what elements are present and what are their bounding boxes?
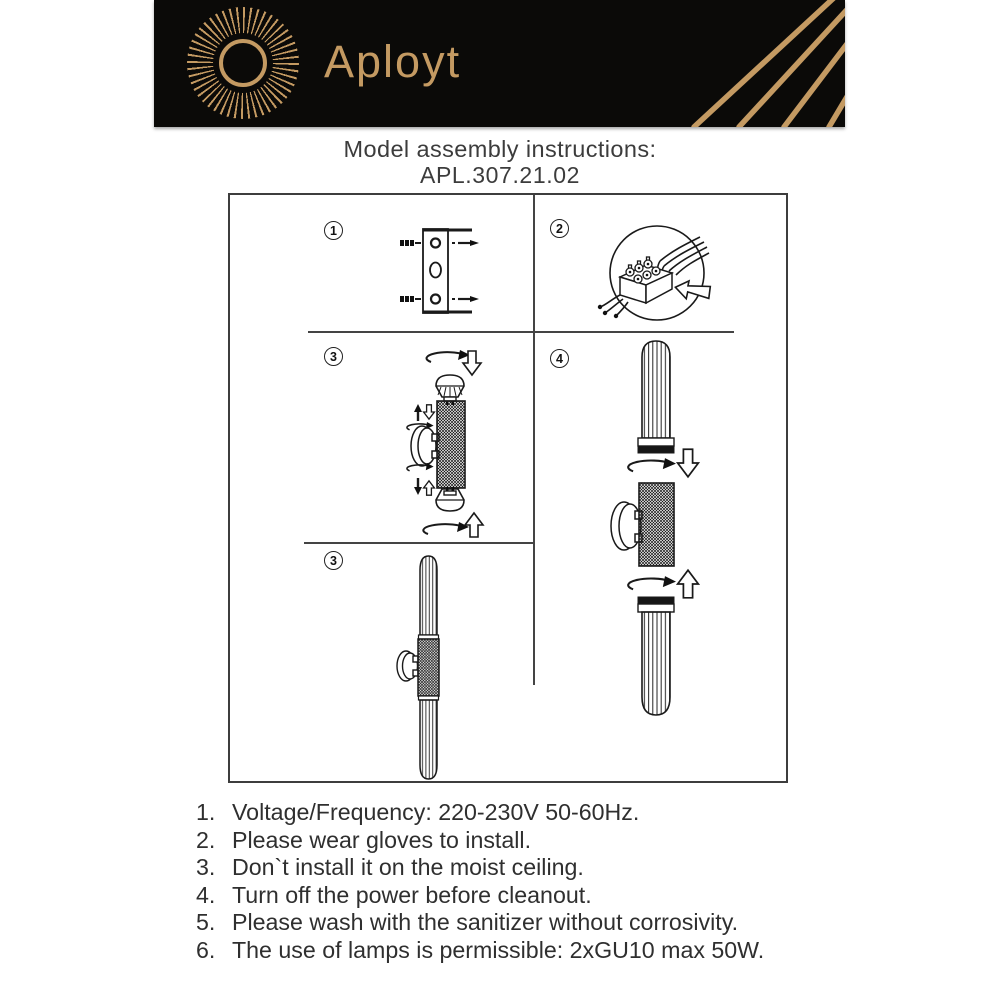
instruction-text: Turn off the power before cleanout. [232, 881, 592, 908]
instruction-text: Please wash with the sanitizer without corrosivity. [232, 909, 739, 936]
instruction-text: Please wear gloves to install. [232, 826, 532, 853]
gu10-bulb-icon [436, 487, 464, 511]
instruction-text: Voltage/Frequency: 220-230V 50-60Hz. [232, 799, 640, 825]
wall-bracket-icon [411, 426, 439, 466]
terminal-block-icon [620, 257, 672, 303]
instruction-list [196, 799, 876, 965]
model-number: APL.307.21.02 [420, 162, 580, 188]
lamp-body [418, 639, 439, 696]
rotate-arrow-icon [407, 463, 434, 471]
arrow-up-icon [465, 513, 483, 537]
arrow-up-icon [424, 481, 435, 495]
panel-4-diffuser-assembly-diagram [550, 335, 780, 785]
panel-3-bulb-install-diagram [380, 335, 540, 541]
instruction-item [196, 882, 876, 910]
rotate-arrow-icon [628, 576, 676, 589]
insert-arrow-icon [674, 278, 712, 303]
instruction-item [196, 827, 876, 855]
decorative-rays-icon [485, 0, 845, 127]
arrow-up-solid-icon [414, 404, 422, 421]
horizontal-divider-1 [308, 331, 734, 333]
instruction-item [196, 909, 876, 937]
panel-2-wiring-diagram [550, 215, 780, 331]
rotate-arrow-icon [423, 522, 469, 534]
lamp-body [639, 483, 674, 566]
arrow-up-icon [678, 570, 699, 598]
panel-1-wall-plate-diagram [380, 215, 540, 331]
instruction-number: 3. [196, 854, 216, 881]
brand-banner [154, 0, 845, 127]
wall-anchor-icon [400, 240, 421, 302]
instruction-number: 1. [196, 799, 216, 825]
panel-5-assembled-lamp-diagram [380, 542, 540, 785]
wall-bracket-icon [611, 502, 642, 550]
screw-icon [452, 240, 479, 302]
panel-1-label: 1 [324, 221, 343, 240]
diffuser-tube [642, 341, 670, 438]
diffuser-tube [420, 556, 437, 635]
diffuser-tube [642, 612, 670, 715]
arrow-down-icon [424, 405, 435, 419]
brand-name: Aployt [324, 36, 462, 87]
sunburst-logo-icon [187, 7, 299, 119]
instruction-item [196, 799, 876, 827]
panel-2-label: 2 [550, 219, 569, 238]
instruction-number: 2. [196, 826, 216, 853]
instruction-number: 6. [196, 936, 216, 963]
panel-3-label: 3 [324, 347, 343, 366]
diffuser-tube [420, 700, 437, 779]
arrow-down-icon [678, 449, 699, 477]
rotate-arrow-icon [628, 458, 676, 471]
instruction-number: 5. [196, 909, 216, 936]
instruction-item [196, 854, 876, 882]
sunburst-gold-ring [219, 39, 267, 87]
wall-bracket-icon [397, 651, 418, 681]
panel-5-label: 3 [324, 551, 343, 570]
instruction-number: 4. [196, 881, 216, 908]
lamp-body [437, 401, 465, 488]
assembly-diagram-box [228, 193, 788, 783]
panel-4-label: 4 [550, 349, 569, 368]
arrow-down-solid-icon [414, 478, 422, 495]
page-title: Model assembly instructions: [343, 136, 657, 162]
instruction-text: The use of lamps is permissible: 2xGU10 max 50W. [232, 936, 765, 963]
instruction-item [196, 937, 876, 965]
rotate-arrow-icon [427, 350, 470, 362]
instruction-text: Don`t install it on the moist ceiling. [232, 854, 584, 881]
